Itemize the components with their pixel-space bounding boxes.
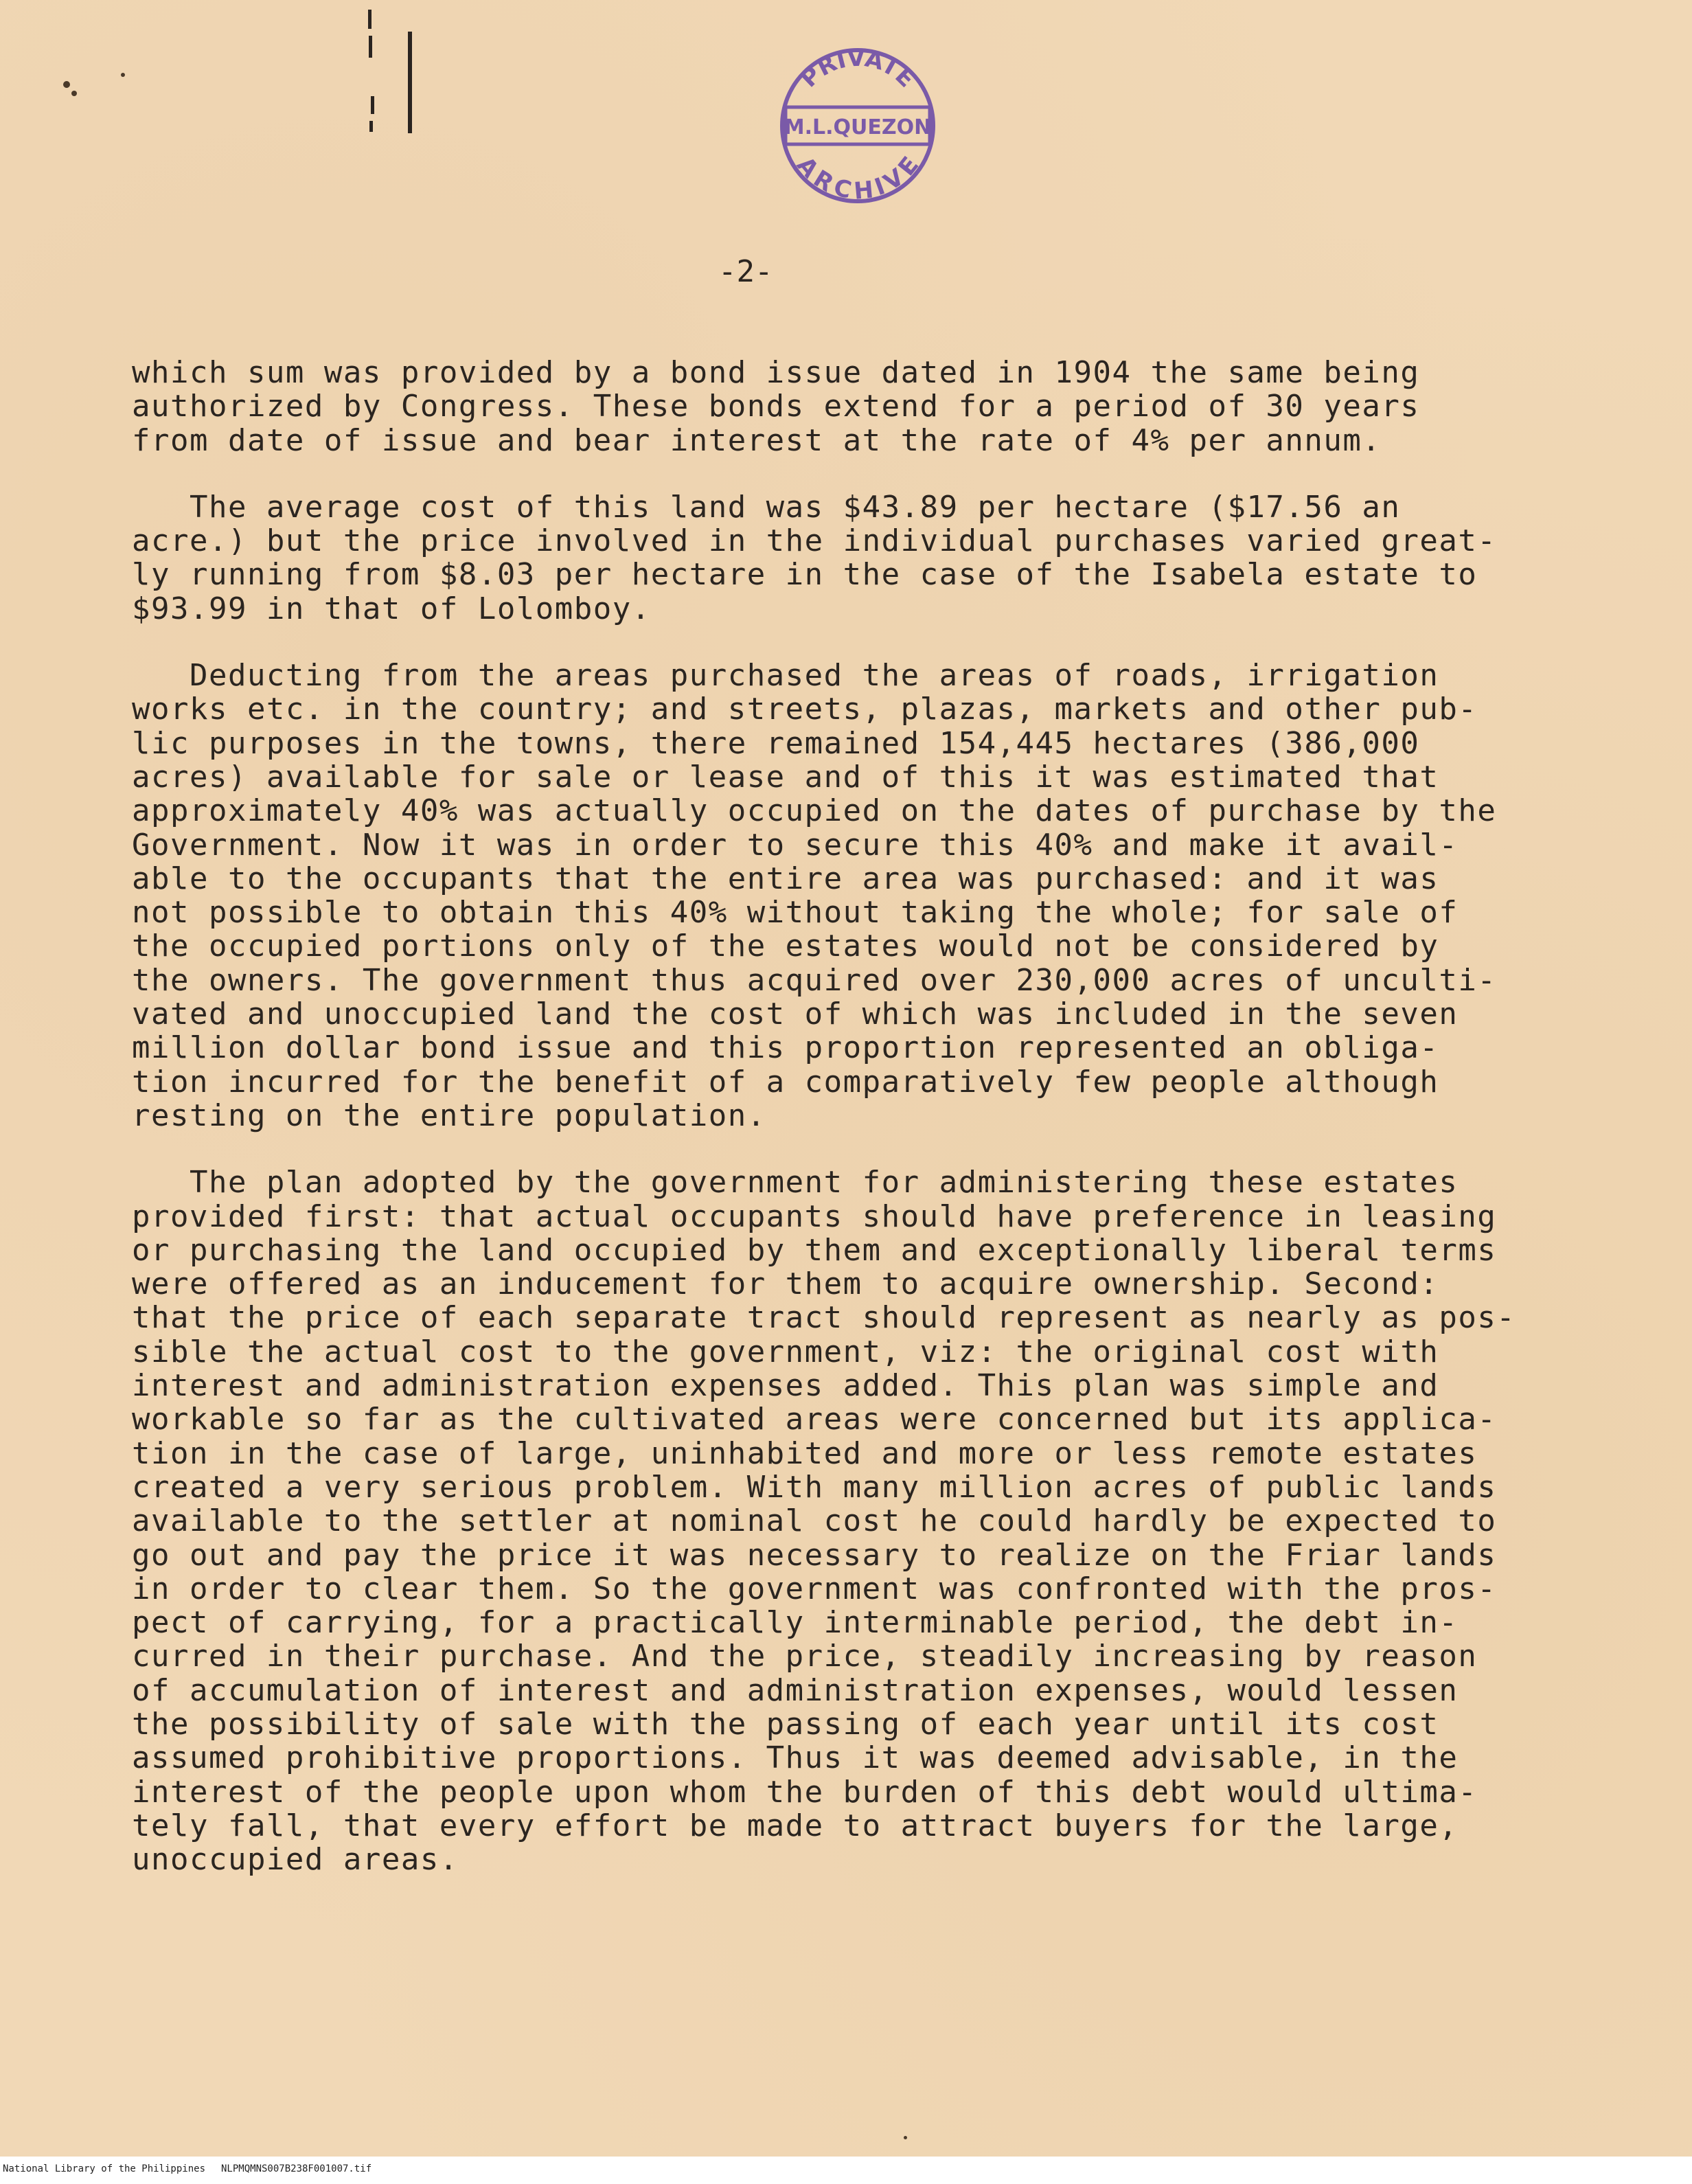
- text-line: the occupied portions only of the estates would not be considered by: [132, 929, 1439, 964]
- text-line: tion incurred for the benefit of a comparatively few people although: [132, 1064, 1439, 1100]
- footer-library-name: National Library of the Philippines: [3, 2163, 206, 2174]
- text-line: Deducting from the areas purchased the areas of roads, irrigation: [132, 658, 1439, 694]
- binding-mark: [369, 36, 372, 58]
- text-line: tely fall, that every effort be made to attract buyers for the large,: [132, 1808, 1459, 1843]
- paragraph: [132, 356, 1636, 457]
- paper-speck: [904, 2136, 907, 2139]
- text-line: sible the actual cost to the government, viz: the original cost with: [132, 1334, 1439, 1369]
- text-line: vated and unoccupied land the cost of which was included in the seven: [132, 997, 1459, 1032]
- paper-speck: [71, 91, 77, 96]
- archive-stamp: [777, 45, 938, 206]
- paragraph: [132, 659, 1636, 1133]
- binding-mark: [369, 121, 373, 132]
- text-line: The average cost of this land was $43.89 per hectare ($17.56 an: [132, 489, 1401, 525]
- text-line: able to the occupants that the entire area was purchased: and it was: [132, 861, 1439, 896]
- text-line: that the price of each separate tract should represent as nearly as pos-: [132, 1300, 1516, 1336]
- text-line: approximately 40% was actually occupied on the dates of purchase by the: [132, 793, 1497, 829]
- text-line: the owners. The government thus acquired over 230,000 acres of unculti-: [132, 962, 1497, 998]
- text-line: provided first: that actual occupants should have preference in leasing: [132, 1198, 1497, 1234]
- text-line: works etc. in the country; and streets, plazas, markets and other pub-: [132, 692, 1478, 727]
- stamp-middle-text: M.L.QUEZON: [784, 115, 932, 139]
- text-line: curred in their purchase. And the price, steadily increasing by reason: [132, 1639, 1478, 1674]
- paragraph: [132, 1165, 1636, 1876]
- text-line: interest of the people upon whom the burden of this debt would ultima-: [132, 1774, 1478, 1810]
- text-line: acres) available for sale or lease and of this it was estimated that: [132, 759, 1439, 795]
- binding-mark: [408, 32, 412, 133]
- text-line: assumed prohibitive proportions. Thus it was deemed advisable, in the: [132, 1740, 1459, 1776]
- text-line: available to the settler at nominal cost he could hardly be expected to: [132, 1503, 1497, 1539]
- stamp-bottom-text: ARCHIVE: [791, 151, 924, 205]
- text-line: interest and administration expenses added. This plan was simple and: [132, 1368, 1439, 1404]
- text-line: resting on the entire population.: [132, 1097, 766, 1133]
- text-line: unoccupied areas.: [132, 1842, 459, 1878]
- paragraph: [132, 490, 1636, 626]
- text-line: acre.) but the price involved in the individual purchases varied great-: [132, 523, 1497, 559]
- text-line: pect of carrying, for a practically interminable period, the debt in-: [132, 1605, 1459, 1641]
- paper-speck: [63, 81, 70, 88]
- binding-mark: [371, 96, 374, 114]
- text-line: authorized by Congress. These bonds extend for a period of 30 years: [132, 389, 1420, 424]
- text-line: Government. Now it was in order to secure this 40% and make it avail-: [132, 827, 1459, 863]
- text-line: or purchasing the land occupied by them and exceptionally liberal terms: [132, 1232, 1497, 1268]
- paper-speck: [121, 73, 125, 77]
- footer-file-name: NLPMQMNS007B238F001007.tif: [221, 2163, 372, 2174]
- document-body: [132, 356, 1636, 1909]
- text-line: not possible to obtain this 40% without taking the whole; for sale of: [132, 895, 1459, 931]
- stamp-top-text: PRIVATE: [795, 45, 920, 93]
- text-line: ly running from $8.03 per hectare in the case of the Isabela estate to: [132, 557, 1478, 593]
- text-line: workable so far as the cultivated areas were concerned but its applica-: [132, 1402, 1497, 1437]
- text-line: million dollar bond issue and this proportion represented an obliga-: [132, 1030, 1439, 1066]
- text-line: lic purposes in the towns, there remained 154,445 hectares (386,000: [132, 725, 1420, 761]
- text-line: of accumulation of interest and administration expenses, would lessen: [132, 1672, 1459, 1708]
- text-line: created a very serious problem. With many million acres of public lands: [132, 1469, 1497, 1505]
- text-line: were offered as an inducement for them to acquire ownership. Second:: [132, 1266, 1439, 1302]
- text-line: the possibility of sale with the passing of each year until its cost: [132, 1706, 1439, 1742]
- text-line: tion in the case of large, uninhabited and more or less remote estates: [132, 1435, 1478, 1471]
- text-line: $93.99 in that of Lolomboy.: [132, 591, 651, 626]
- text-line: which sum was provided by a bond issue dated in 1904 the same being: [132, 355, 1420, 390]
- text-line: go out and pay the price it was necessary to realize on the Friar lands: [132, 1537, 1497, 1573]
- text-line: in order to clear them. So the government was confronted with the pros-: [132, 1571, 1497, 1606]
- text-line: from date of issue and bear interest at the rate of 4% per annum.: [132, 422, 1382, 458]
- page-number: -2-: [718, 254, 773, 289]
- text-line: The plan adopted by the government for administering these estates: [132, 1165, 1459, 1201]
- binding-mark: [368, 10, 371, 29]
